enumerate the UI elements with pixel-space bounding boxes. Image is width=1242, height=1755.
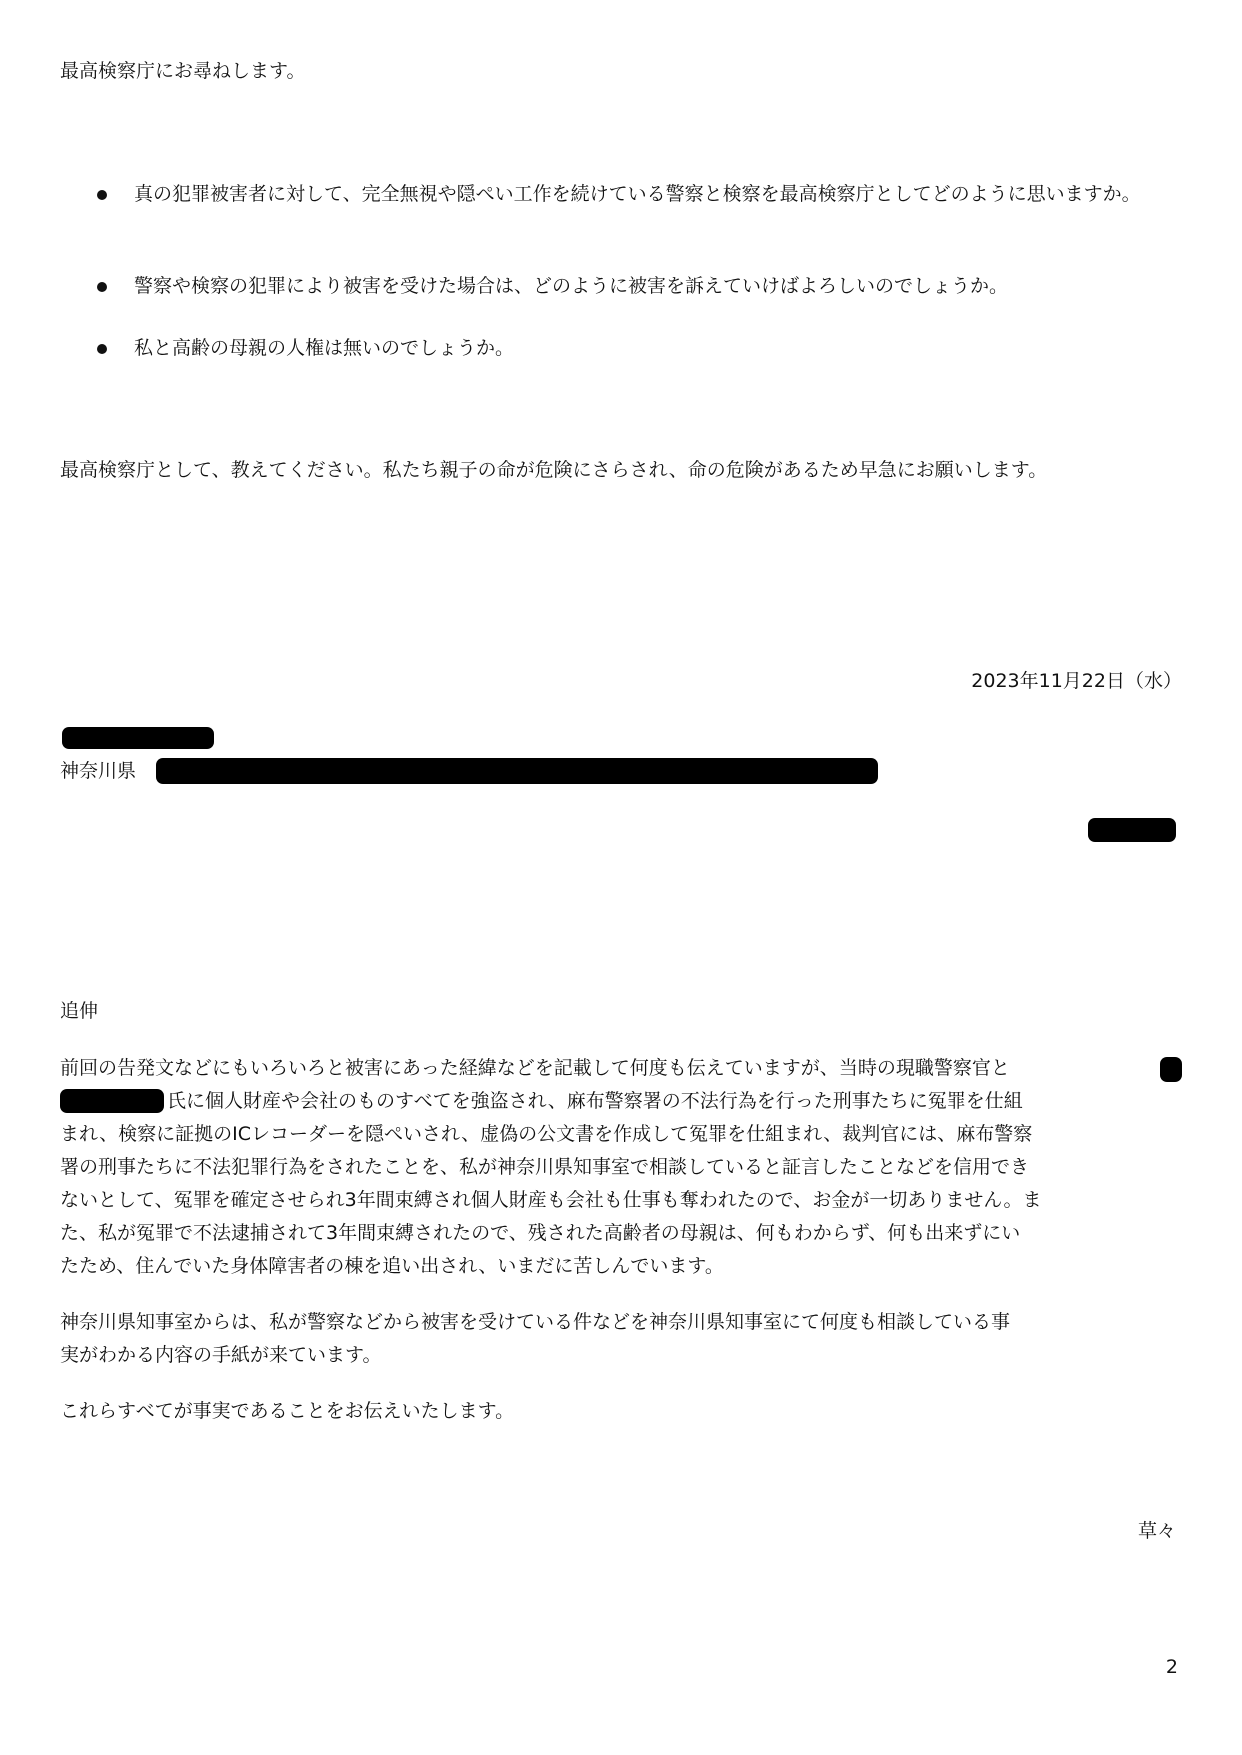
request-paragraph: 最高検察庁として、教えてください。私たち親子の命が危険にさらされ、命の危険があるため早急にお願いします。 [60,459,1048,481]
paragraph-line: 氏に個人財産や会社のものすべてを強盗され、麻布警察署の不法行為を行った刑事たちに冤罪を仕組 [167,1090,1023,1112]
redacted-officer-name-part2 [60,1089,164,1113]
page-number: 2 [1165,1656,1178,1678]
paragraph-line: ないとして、冤罪を確定させられ3年間束縛され個人財産も会社も仕事も奪われたので、お金が一切ありません。ま [60,1189,1042,1211]
letter-date: 2023年11月22日（水） [971,670,1182,692]
paragraph-line: まれ、検察に証拠のICレコーダーを隠ぺいされ、虚偽の公文書を作成して冤罪を仕組まれ、裁判官には、麻布警察 [60,1123,1033,1145]
paragraph-line: 実がわかる内容の手紙が来ています。 [60,1344,382,1366]
question-text: 真の犯罪被害者に対して、完全無視や隠ぺい工作を続けている警察と検察を最高検察庁としてどのように思いますか。 [134,183,1141,205]
redacted-signature-block [1088,818,1176,842]
paragraph-line: 前回の告発文などにもいろいろと被害にあった経緯などを記載して何度も伝えていますが、当時の現職警察官と [60,1057,1010,1079]
paragraph-line: 署の刑事たちに不法犯罪行為をされたことを、私が神奈川県知事室で相談していると証言したことなどを信用でき [60,1156,1030,1178]
postscript-heading: 追伸 [60,1000,99,1022]
opening-line: 最高検察庁にお尋ねします。 [60,60,306,82]
question-text: 私と高齢の母親の人権は無いのでしょうか。 [134,337,515,359]
paragraph-line: た、私が冤罪で不法逮捕されて3年間束縛されたので、残された高齢者の母親は、何もわからず、何も出来ずにい [60,1222,1021,1244]
paragraph-line: これらすべてが事実であることをお伝えいたします。 [60,1400,515,1422]
redacted-name-block [62,727,214,749]
bullet-icon [97,190,107,200]
paragraph-line: 神奈川県知事室からは、私が警察などから被害を受けている件などを神奈川県知事室にて何度も相談している事 [60,1311,1011,1333]
paragraph-line: たため、住んでいた身体障害者の棟を追い出され、いまだに苦しんでいます。 [60,1255,724,1277]
bullet-icon [97,344,107,354]
redacted-officer-name-part1 [1160,1057,1182,1082]
question-text: 警察や検察の犯罪により被害を受けた場合は、どのように被害を訴えていけばよろしいのでしょうか。 [134,275,1009,297]
closing-phrase: 草々 [1137,1520,1176,1542]
bullet-icon [97,282,107,292]
redacted-address-block [156,758,878,784]
address-prefix: 神奈川県 [60,760,137,782]
